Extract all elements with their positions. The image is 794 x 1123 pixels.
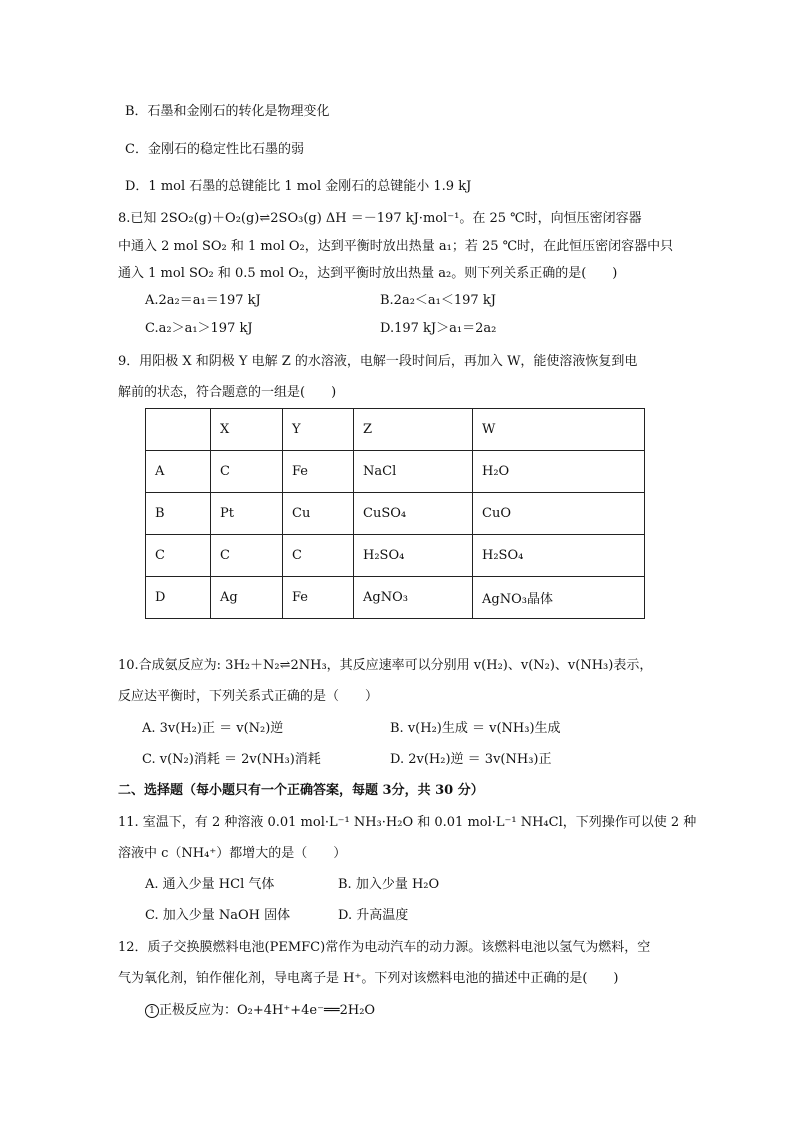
table-header-cell: W: [473, 409, 645, 451]
table-cell: C: [146, 535, 211, 577]
q8-option-d: D.197 kJ＞a₁＝2a₂: [380, 321, 497, 336]
table-cell: C: [283, 535, 354, 577]
table-cell: Fe: [283, 451, 354, 493]
q10-option-d: D. 2v(H₂)逆 ＝ 3v(NH₃)正: [390, 752, 552, 767]
table-cell: Ag: [211, 577, 283, 619]
q7-option-c: C．金刚石的稳定性比石墨的弱: [125, 142, 304, 157]
table-cell: C: [211, 535, 283, 577]
q8-option-b: B.2a₂＜a₁＜197 kJ: [380, 293, 496, 308]
q12-stem-line1: 12．质子交换膜燃料电池(PEMFC)常作为电动汽车的动力源。该燃料电池以氢气为燃料，空: [118, 940, 651, 955]
table-cell: NaCl: [354, 451, 473, 493]
q8-stem-line2: 中通入 2 mol SO₂ 和 1 mol O₂，达到平衡时放出热量 a₁；若 25 ℃时，在此恒压密闭容器中只: [118, 239, 674, 254]
table-cell: Fe: [283, 577, 354, 619]
section2-title: 二、选择题（每小题只有一个正确答案，每题 3分，共 30 分）: [118, 783, 484, 798]
q11-stem-line2: 溶液中 c（NH₄⁺）都增大的是（ ）: [118, 846, 347, 861]
table-cell: Cu: [283, 493, 354, 535]
q8-stem-line3: 通入 1 mol SO₂ 和 0.5 mol O₂，达到平衡时放出热量 a₂。则下列关系正确的是( ): [118, 266, 618, 281]
table-header-row: [146, 409, 645, 451]
table-cell: A: [146, 451, 211, 493]
q9-table: [145, 408, 645, 619]
q11-option-d: D. 升高温度: [338, 908, 409, 923]
q8-stem-line1: 8.已知 2SO₂(g)＋O₂(g)⇌2SO₃(g) ΔH ＝－197 kJ·mol⁻¹。在 25 ℃时，向恒压密闭容器: [118, 211, 642, 226]
table-header-cell: Y: [283, 409, 354, 451]
q11-option-b: B. 加入少量 H₂O: [338, 877, 440, 892]
table-cell: B: [146, 493, 211, 535]
q8-option-c: C.a₂＞a₁＞197 kJ: [145, 321, 253, 336]
table-row: [146, 535, 645, 577]
q10-option-a: A. 3v(H₂)正 ＝ v(N₂)逆: [142, 721, 284, 736]
table-row: [146, 493, 645, 535]
circled-number-1: 1: [145, 1004, 159, 1018]
table-cell: C: [211, 451, 283, 493]
q9-stem-line1: 9．用阳极 X 和阴极 Y 电解 Z 的水溶液，电解一段时间后，再加入 W，能使溶液恢复到电: [118, 354, 638, 369]
q12-item-1-text: 正极反应为：O₂+4H⁺+4e⁻══2H₂O: [159, 1003, 376, 1018]
q10-option-c: C. v(N₂)消耗 ＝ 2v(NH₃)消耗: [142, 752, 321, 767]
table-header-cell: Z: [354, 409, 473, 451]
q11-stem-line1: 11. 室温下，有 2 种溶液 0.01 mol·L⁻¹ NH₃·H₂O 和 0.01 mol·L⁻¹ NH₄Cl，下列操作可以使 2 种: [118, 815, 697, 830]
table-cell: AgNO₃: [354, 577, 473, 619]
q10-stem-line2: 反应达平衡时，下列关系式正确的是（ ）: [118, 689, 379, 704]
table-cell: AgNO₃晶体: [473, 577, 645, 619]
q8-option-a: A.2a₂＝a₁＝197 kJ: [145, 293, 261, 308]
table-cell: H₂SO₄: [473, 535, 645, 577]
table-cell: H₂SO₄: [354, 535, 473, 577]
q11-option-c: C. 加入少量 NaOH 固体: [145, 908, 291, 923]
q7-option-d: D．1 mol 石墨的总键能比 1 mol 金刚石的总键能小 1.9 kJ: [125, 179, 472, 194]
q10-option-b: B. v(H₂)生成 ＝ v(NH₃)生成: [390, 721, 561, 736]
table-row: [146, 451, 645, 493]
table-header-cell: X: [211, 409, 283, 451]
table-cell: H₂O: [473, 451, 645, 493]
table-cell: CuSO₄: [354, 493, 473, 535]
table-row: [146, 577, 645, 619]
q11-option-a: A. 通入少量 HCl 气体: [145, 877, 275, 892]
q9-stem-line2: 解前的状态，符合题意的一组是( ): [118, 385, 337, 400]
table-cell: Pt: [211, 493, 283, 535]
q12-item-1: [145, 1002, 375, 1020]
table-cell: D: [146, 577, 211, 619]
table-cell: CuO: [473, 493, 645, 535]
table-header-cell: [146, 409, 211, 451]
q7-option-b: B．石墨和金刚石的转化是物理变化: [125, 104, 330, 119]
q12-stem-line2: 气为氧化剂，铂作催化剂，导电离子是 H⁺。下列对该燃料电池的描述中正确的是( ): [118, 971, 619, 986]
q10-stem-line1: 10.合成氨反应为: 3H₂＋N₂⇌2NH₃，其反应速率可以分别用 v(H₂)、v(N₂)、v(NH₃)表示，: [118, 658, 653, 673]
